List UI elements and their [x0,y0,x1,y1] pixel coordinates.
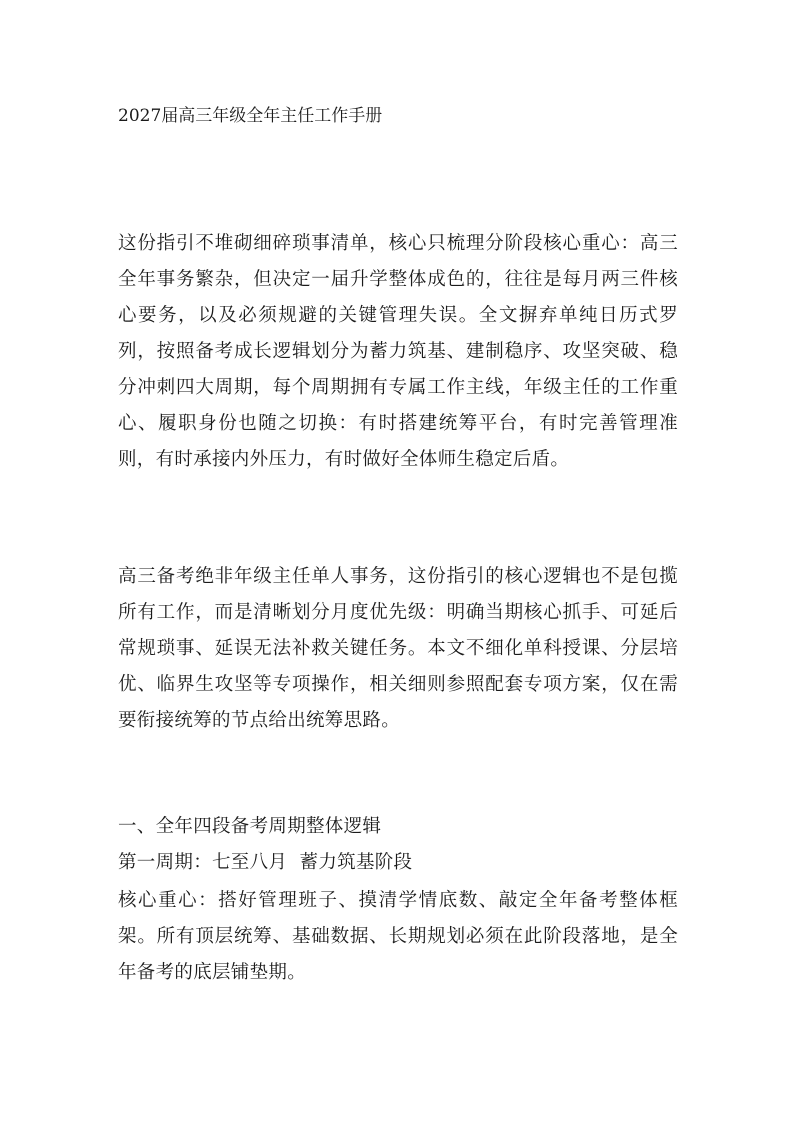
intro-paragraph-1: 这份指引不堆砌细碎琐事清单，核心只梳理分阶段核心重心：高三全年事务繁杂，但决定一届升学整体成色的，往往是每月两三件核心要务，以及必须规避的关键管理失误。全文摒弃单纯日历式罗列，按照备考成长逻辑划分为蓄力筑基、建制稳序、攻坚突破、稳分冲刺四大周期，每个周期拥有专属工作主线，年级主任的工作重心、履职身份也随之切换：有时搭建统筹平台，有时完善管理准则，有时承接内外压力，有时做好全体师生稳定后盾。 [118,233,678,470]
phase-body-paragraph: 核心重心：搭好管理班子、摸清学情底数、敲定全年备考整体框架。所有顶层统筹、基础数据、长期规划必须在此阶段落地，是全年备考的底层铺垫期。 [118,890,678,983]
phase-heading: 第一周期：七至八月 蓄力筑基阶段 [118,852,413,873]
intro-paragraph-2: 高三备考绝非年级主任单人事务，这份指引的核心逻辑也不是包揽所有工作，而是清晰划分月度优先级：明确当期核心抓手、可延后常规琐事、延误无法补救关键任务。本文不细化单科授课、分层培优、临界生攻坚等专项操作，相关细则参照配套专项方案，仅在需要衔接统筹的节点给出统筹思路。 [118,566,678,731]
section-heading: 一、全年四段备考周期整体逻辑 [118,816,382,837]
document-title: 2027届高三年级全年主任工作手册 [118,106,383,126]
